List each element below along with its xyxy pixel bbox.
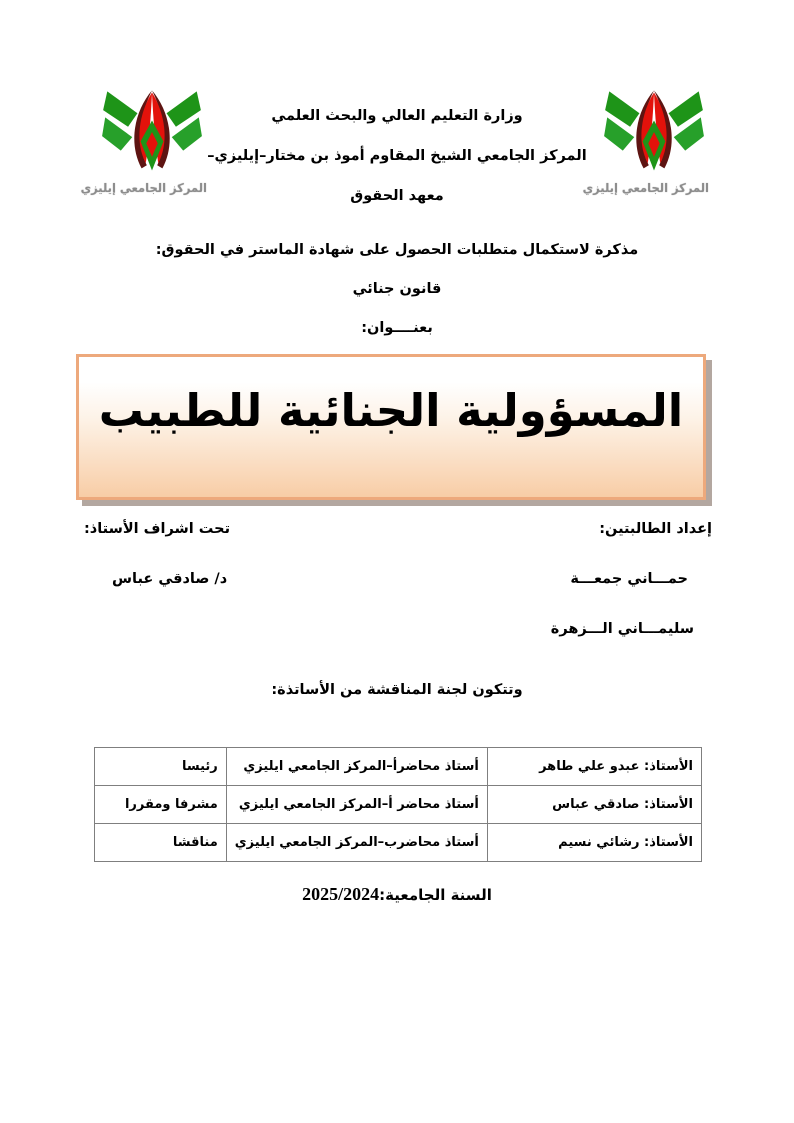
jury-table [94,747,702,862]
jury-member-rank: أستاذ محاضر أ–المركز الجامعي ايليزي [226,786,487,824]
table-row [95,824,702,862]
logo-caption: المركز الجامعي إيليزي [582,180,709,196]
jury-member-name: الأستاذ: عبدو علي طاهر [487,748,701,786]
university-center-line: المركز الجامعي الشيخ المقاوم أموذ بن مختار–إيليزي– [207,148,587,164]
table-row [95,786,702,824]
institution-header [0,96,794,216]
jury-member-rank: أستاذ محاضرب–المركز الجامعي ايليزي [226,824,487,862]
memoir-intro [0,231,794,348]
supervisor-name: د/ صادقي عباس [112,571,228,587]
student-name-1: حمـــاني جمعـــة [570,571,688,587]
table-row [95,748,702,786]
academic-year-label: السنة الجامعية: [379,886,492,904]
jury-member-name: الأستاذ: صادقي عباس [487,786,701,824]
thesis-title: المسؤولية الجنائية للطبيب [98,383,684,437]
committee-heading: وتتكون لجنة المناقشة من الأساتذة: [271,682,523,698]
logo-caption: المركز الجامعي إيليزي [80,180,207,196]
ministry-line: وزارة التعليم العالي والبحث العلمي [271,108,523,124]
institute-line: معهد الحقوق [350,188,444,204]
academic-year [0,884,794,905]
students-label: إعداد الطالبتين: [599,521,712,537]
academic-year-value: 2025/2024 [302,884,380,904]
student-name-2: سليمـــاني الـــزهرة [550,621,694,637]
supervisor-label: تحت اشراف الأستاذ: [84,521,231,537]
memoir-purpose-line: مذكرة لاستكمال متطلبات الحصول على شهادة الماستر في الحقوق: [155,242,639,258]
specialty-line: قانون جنائي [352,281,442,297]
jury-member-role: رئيسا [95,748,227,786]
jury-member-role: مناقشا [95,824,227,862]
jury-member-name: الأستاذ: رشائي نسيم [487,824,701,862]
thesis-title-box [76,354,706,500]
entitled-line: بعنــــوان: [361,320,433,336]
jury-member-rank: أستاذ محاضرأ–المركز الجامعي ايليزي [226,748,487,786]
jury-member-role: مشرفا ومقررا [95,786,227,824]
